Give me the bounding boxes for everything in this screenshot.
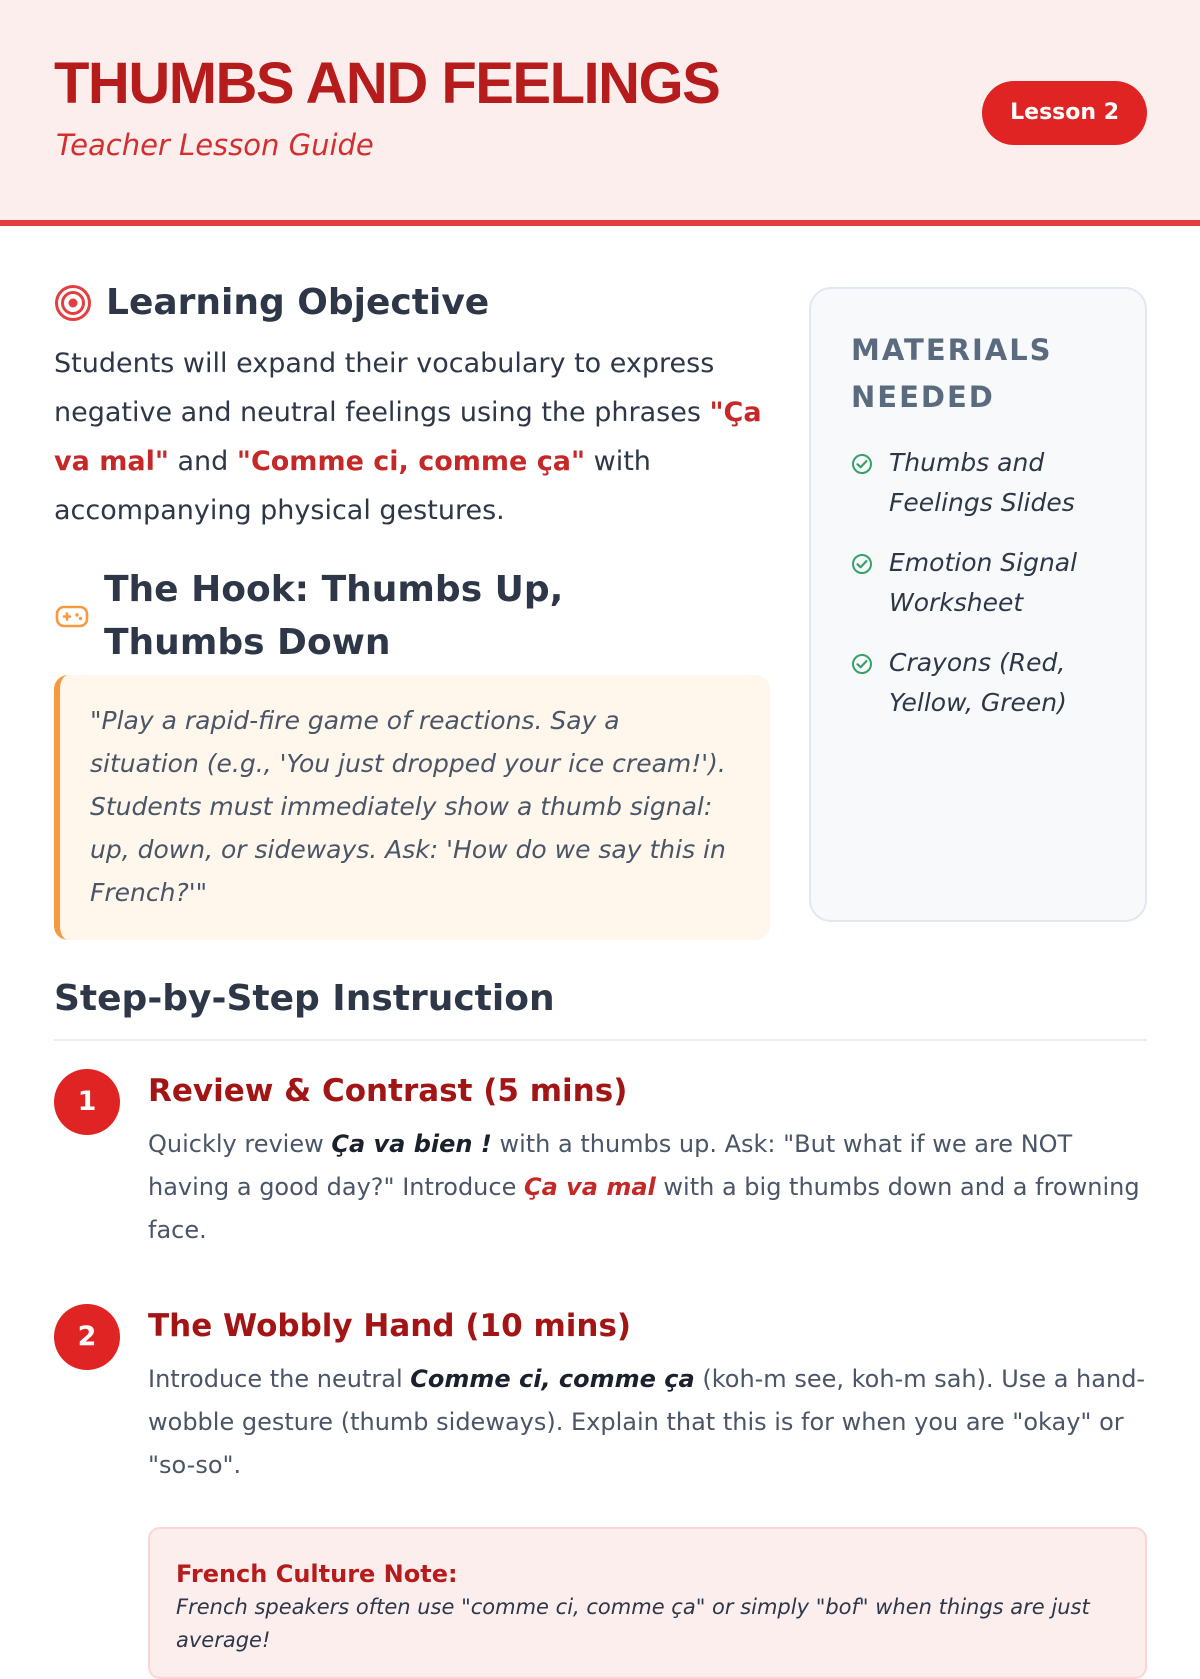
materials-heading: MATERIALS NEEDED <box>851 333 1053 414</box>
step-number-badge: 2 <box>54 1304 120 1370</box>
step-item <box>54 1304 1147 1679</box>
hook-quote: "Play a rapid-fire game of reactions. Say a situation (e.g., 'You just dropped your ice cream!'). Students must immediately show a thumb signal: up, down, or sideways. Ask: 'How do we say this in French?'" <box>54 675 770 940</box>
gamepad-icon <box>54 598 90 634</box>
materials-item-label: Crayons (Red, Yellow, Green) <box>889 648 1067 717</box>
step-item <box>54 1069 1147 1252</box>
culture-note <box>148 1527 1147 1679</box>
step-text: Introduce the neutral <box>148 1365 411 1393</box>
objective-text-part: with accompanying physical gestures. <box>54 446 651 526</box>
objective-heading: Learning Objective <box>106 282 490 323</box>
step-text: (koh-m see, koh-m sah). Use a hand-wobble gesture (thumb sideways). Explain that this is for when you are "okay" or "so-so". <box>148 1365 1146 1479</box>
step-phrase: Ça va mal <box>523 1173 656 1201</box>
step-title: The Wobbly Hand (10 mins) <box>148 1308 632 1344</box>
step-phrase: Ça va bien ! <box>331 1130 492 1158</box>
step-number-badge: 1 <box>54 1069 120 1135</box>
instruction-heading: Step-by-Step Instruction <box>54 978 1147 1041</box>
lesson-badge: Lesson 2 <box>982 81 1147 145</box>
step-text: Quickly review <box>148 1130 332 1158</box>
materials-item-label: Emotion Signal Worksheet <box>889 548 1078 617</box>
hook-heading: The Hook: Thumbs Up, Thumbs Down <box>104 569 564 663</box>
check-circle-icon <box>851 453 877 479</box>
step-description <box>148 1123 1147 1252</box>
objective-header <box>54 282 770 323</box>
step-description <box>148 1358 1147 1487</box>
step-text: with a thumbs up. Ask: "But what if we are NOT having a good day?" Introduce <box>148 1130 1073 1201</box>
materials-list <box>851 443 1105 723</box>
culture-note-title: French Culture Note: <box>176 1560 458 1588</box>
objective-phrase: "Ça va mal" <box>54 397 762 477</box>
materials-item-label: Thumbs and Feelings Slides <box>889 448 1075 517</box>
page-subtitle: Teacher Lesson Guide <box>56 128 374 162</box>
objective-phrase: "Comme ci, comme ça" <box>236 446 586 477</box>
left-column <box>54 282 770 940</box>
culture-note-text: French speakers often use "comme ci, comme ça" or simply "bof" when things are just average! <box>176 1595 1090 1652</box>
step-phrase: Comme ci, comme ça <box>410 1365 695 1393</box>
objective-text-part: Students will expand their vocabulary to express negative and neutral feelings using the phrases <box>54 348 715 428</box>
page-header <box>0 0 1200 226</box>
page-title: THUMBS AND FEELINGS <box>54 51 720 116</box>
check-circle-icon <box>851 553 877 579</box>
objective-text <box>54 339 770 535</box>
hook-header <box>54 563 770 669</box>
check-circle-icon <box>851 653 877 679</box>
materials-card <box>809 287 1147 922</box>
materials-item <box>851 643 1105 723</box>
objective-text-part: and <box>168 446 237 477</box>
materials-item <box>851 443 1105 523</box>
instruction-section <box>54 978 1147 1679</box>
materials-item <box>851 543 1105 623</box>
target-icon <box>54 284 92 322</box>
step-text: with a big thumbs down and a frowning face. <box>148 1173 1140 1244</box>
step-title: Review & Contrast (5 mins) <box>148 1073 628 1109</box>
